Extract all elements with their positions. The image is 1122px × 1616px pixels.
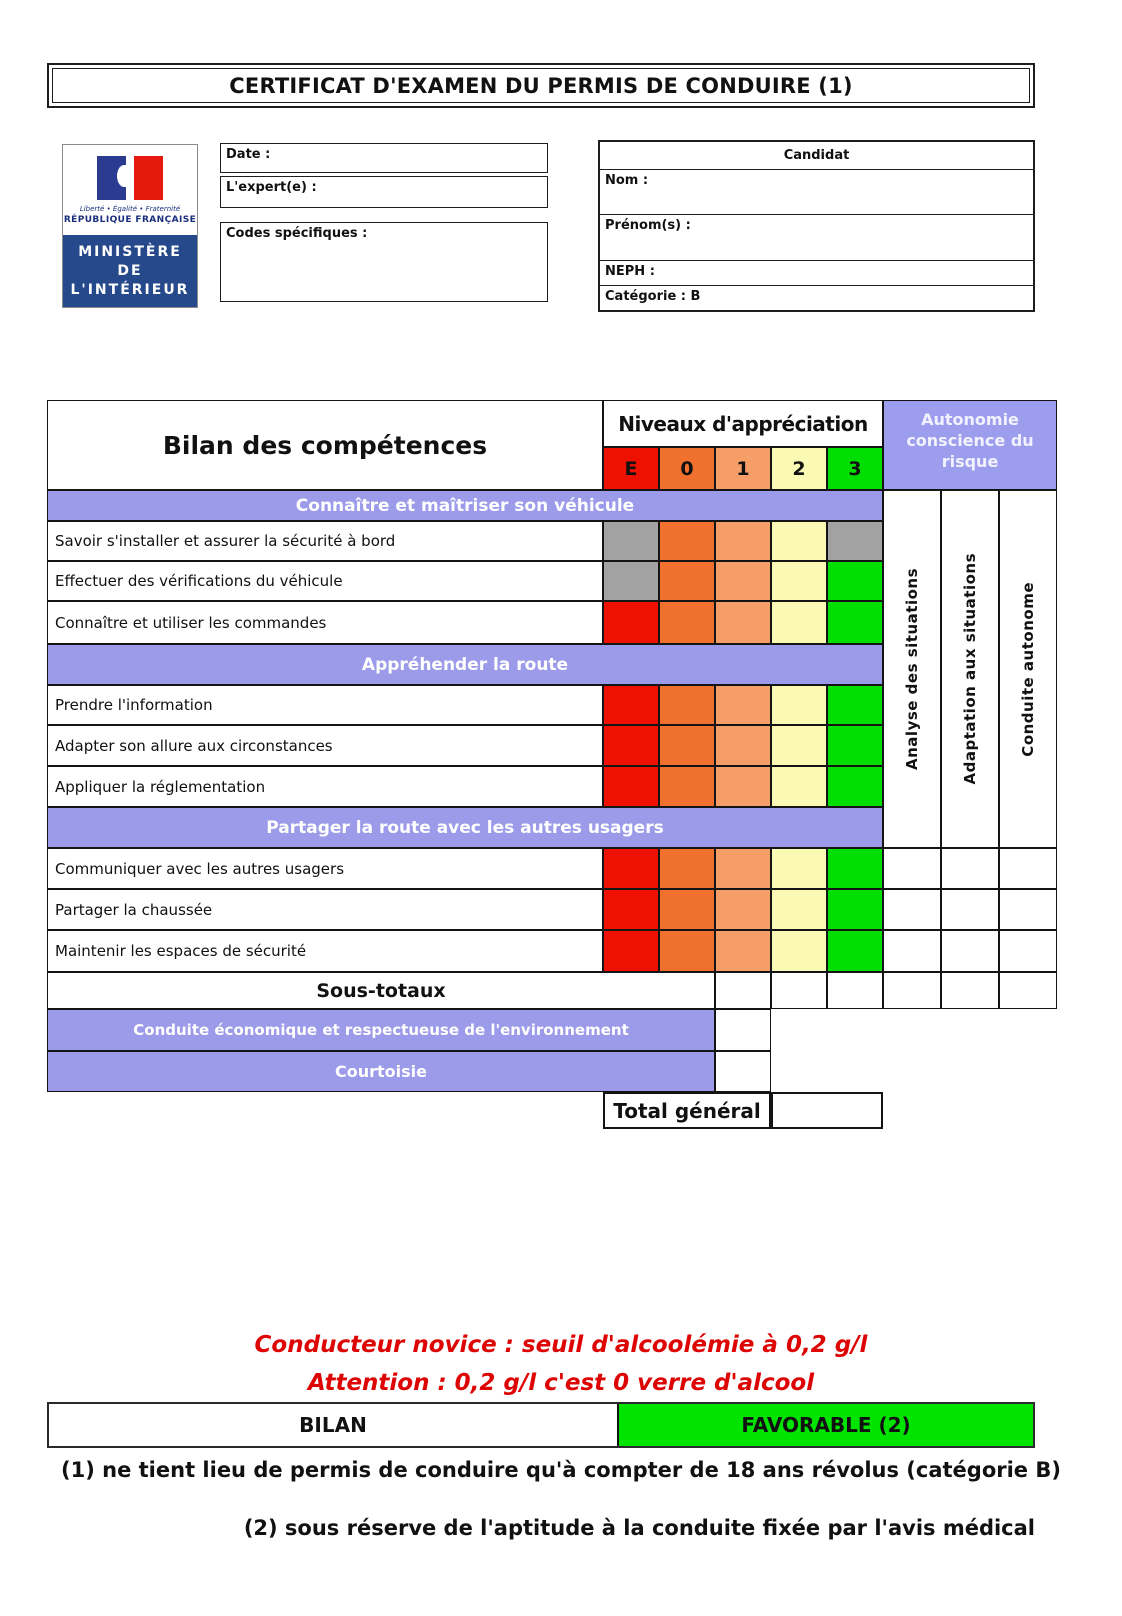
rating-cell-3[interactable] [827,561,883,601]
competency-label: Partager la chaussée [47,889,603,930]
document-title: CERTIFICAT D'EXAMEN DU PERMIS DE CONDUIRE (1) [52,68,1030,103]
rating-cell-2[interactable] [771,848,827,889]
rating-cell-3[interactable] [827,685,883,725]
rating-cell-E[interactable] [603,521,659,561]
autonomy-score-cell[interactable] [941,930,999,972]
subtotal-cell[interactable] [771,972,827,1009]
rating-cell-E[interactable] [603,889,659,930]
name-field[interactable] [600,170,1033,215]
subtotal-cell[interactable] [715,972,771,1009]
footnote-2: (2) sous réserve de l'aptitude à la conduite fixée par l'avis médical [243,1516,1035,1540]
rating-cell-1[interactable] [715,685,771,725]
ministry-line2: DE [117,262,143,279]
rating-cell-2[interactable] [771,521,827,561]
courtesy-label: Courtoisie [47,1051,715,1092]
rating-cell-2[interactable] [771,725,827,766]
eco-driving-cell[interactable] [715,1009,771,1051]
rating-cell-0[interactable] [659,601,715,644]
logo-motto: Liberté • Égalité • Fraternité [79,205,181,213]
autonomy-score-cell[interactable] [883,930,941,972]
date-label: Date : [226,147,271,162]
rating-cell-3[interactable] [827,766,883,807]
courtesy-cell[interactable] [715,1051,771,1092]
competency-label: Savoir s'installer et assurer la sécurité à bord [47,521,603,561]
subtotals-label: Sous-totaux [47,972,715,1009]
rating-cell-0[interactable] [659,848,715,889]
autonomy-score-cell[interactable] [883,889,941,930]
date-field[interactable] [220,143,548,173]
rating-cell-1[interactable] [715,889,771,930]
competency-label: Communiquer avec les autres usagers [47,848,603,889]
flag-red-band [134,156,163,200]
rating-cell-3[interactable] [827,521,883,561]
rating-cell-2[interactable] [771,889,827,930]
rating-cell-1[interactable] [715,930,771,972]
novice-alcohol-notice [0,1326,1122,1402]
autonomy-column-conduite [999,490,1057,848]
rating-cell-3[interactable] [827,889,883,930]
autonomy-score-cell[interactable] [883,848,941,889]
eco-driving-label: Conduite économique et respectueuse de l'environnement [47,1009,715,1051]
level-header-1: 1 [715,447,771,490]
result-bar [47,1402,1035,1448]
rating-cell-1[interactable] [715,848,771,889]
rating-cell-1[interactable] [715,601,771,644]
notice-line2: Attention : 0,2 g/l c'est 0 verre d'alcool [307,1370,815,1396]
autonomy-score-cell[interactable] [999,889,1057,930]
name-label: Nom : [605,172,649,188]
section-header: Appréhender la route [47,644,883,685]
rating-cell-3[interactable] [827,601,883,644]
rating-cell-1[interactable] [715,521,771,561]
competency-label: Connaître et utiliser les commandes [47,601,603,644]
grand-total-label: Total général [603,1092,771,1129]
rating-cell-1[interactable] [715,561,771,601]
french-flag-icon [97,156,163,200]
expert-field[interactable] [220,176,548,208]
competence-table [47,400,1057,1129]
ministry-line1: MINISTÈRE [78,243,182,260]
neph-label: NEPH : [605,263,655,279]
table-title: Bilan des compétences [47,400,603,490]
level-header-0: 0 [659,447,715,490]
specific-codes-field[interactable] [220,222,548,302]
rating-cell-2[interactable] [771,766,827,807]
rating-cell-0[interactable] [659,561,715,601]
competency-label: Maintenir les espaces de sécurité [47,930,603,972]
firstname-label: Prénom(s) : [605,218,691,234]
rating-cell-2[interactable] [771,685,827,725]
rating-cell-E[interactable] [603,848,659,889]
level-header-E: E [603,447,659,490]
rating-cell-2[interactable] [771,561,827,601]
rating-cell-0[interactable] [659,889,715,930]
level-header-2: 2 [771,447,827,490]
subtotal-cell[interactable] [827,972,883,1009]
rating-cell-E[interactable] [603,561,659,601]
rating-cell-3[interactable] [827,930,883,972]
rating-cell-0[interactable] [659,725,715,766]
autonomy-score-cell[interactable] [883,972,941,1009]
ministry-line3: L'INTÉRIEUR [70,281,190,298]
rating-cell-E[interactable] [603,725,659,766]
category-field [600,286,1033,310]
autonomy-column-label: Analyse des situations [903,568,921,770]
expert-label: L'expert(e) : [226,180,317,195]
competency-label: Adapter son allure aux circonstances [47,725,603,766]
rating-cell-E[interactable] [603,930,659,972]
neph-field[interactable] [600,261,1033,287]
autonomy-score-cell[interactable] [999,930,1057,972]
rating-cell-2[interactable] [771,930,827,972]
autonomy-column-analyse [883,490,941,848]
section-header: Connaître et maîtriser son véhicule [47,490,883,521]
competency-label: Effectuer des vérifications du véhicule [47,561,603,601]
rating-cell-0[interactable] [659,685,715,725]
autonomy-score-cell[interactable] [941,848,999,889]
verdict-cell: FAVORABLE (2) [619,1404,1033,1446]
autonomy-header: Autonomie conscience du risque [883,400,1057,490]
level-header-3: 3 [827,447,883,490]
title-bar [47,63,1035,108]
footnote-1: (1) ne tient lieu de permis de conduire qu'à compter de 18 ans révolus (catégorie B) [61,1458,1061,1482]
autonomy-score-cell[interactable] [999,972,1057,1009]
logo-republic: RÉPUBLIQUE FRANÇAISE [63,215,197,225]
firstname-field[interactable] [600,215,1033,260]
rating-cell-0[interactable] [659,766,715,807]
section-header: Partager la route avec les autres usagers [47,807,883,848]
specific-codes-label: Codes spécifiques : [226,226,368,241]
rating-cell-E[interactable] [603,766,659,807]
autonomy-score-cell[interactable] [999,848,1057,889]
rating-cell-1[interactable] [715,725,771,766]
candidate-box [598,140,1035,312]
ministry-logo [62,144,198,308]
candidate-header: Candidat [600,142,1033,170]
autonomy-score-cell[interactable] [941,972,999,1009]
result-label: BILAN [49,1404,619,1446]
autonomy-column-adaptation [941,490,999,848]
rating-cell-0[interactable] [659,930,715,972]
competency-label: Prendre l'information [47,685,603,725]
autonomy-score-cell[interactable] [941,889,999,930]
competency-label: Appliquer la réglementation [47,766,603,807]
rating-cell-0[interactable] [659,521,715,561]
notice-line1: Conducteur novice : seuil d'alcoolémie à 0,2 g/l [254,1332,868,1358]
rating-cell-E[interactable] [603,685,659,725]
levels-header: Niveaux d'appréciation [603,400,883,447]
autonomy-column-label: Adaptation aux situations [961,553,979,785]
rating-cell-3[interactable] [827,725,883,766]
grand-total-cell[interactable] [771,1092,883,1129]
ministry-name [63,235,197,307]
rating-cell-2[interactable] [771,601,827,644]
category-label: Catégorie : B [605,289,701,305]
autonomy-column-label: Conduite autonome [1019,581,1037,757]
rating-cell-E[interactable] [603,601,659,644]
marianne-silhouette [117,165,131,187]
rating-cell-1[interactable] [715,766,771,807]
rating-cell-3[interactable] [827,848,883,889]
